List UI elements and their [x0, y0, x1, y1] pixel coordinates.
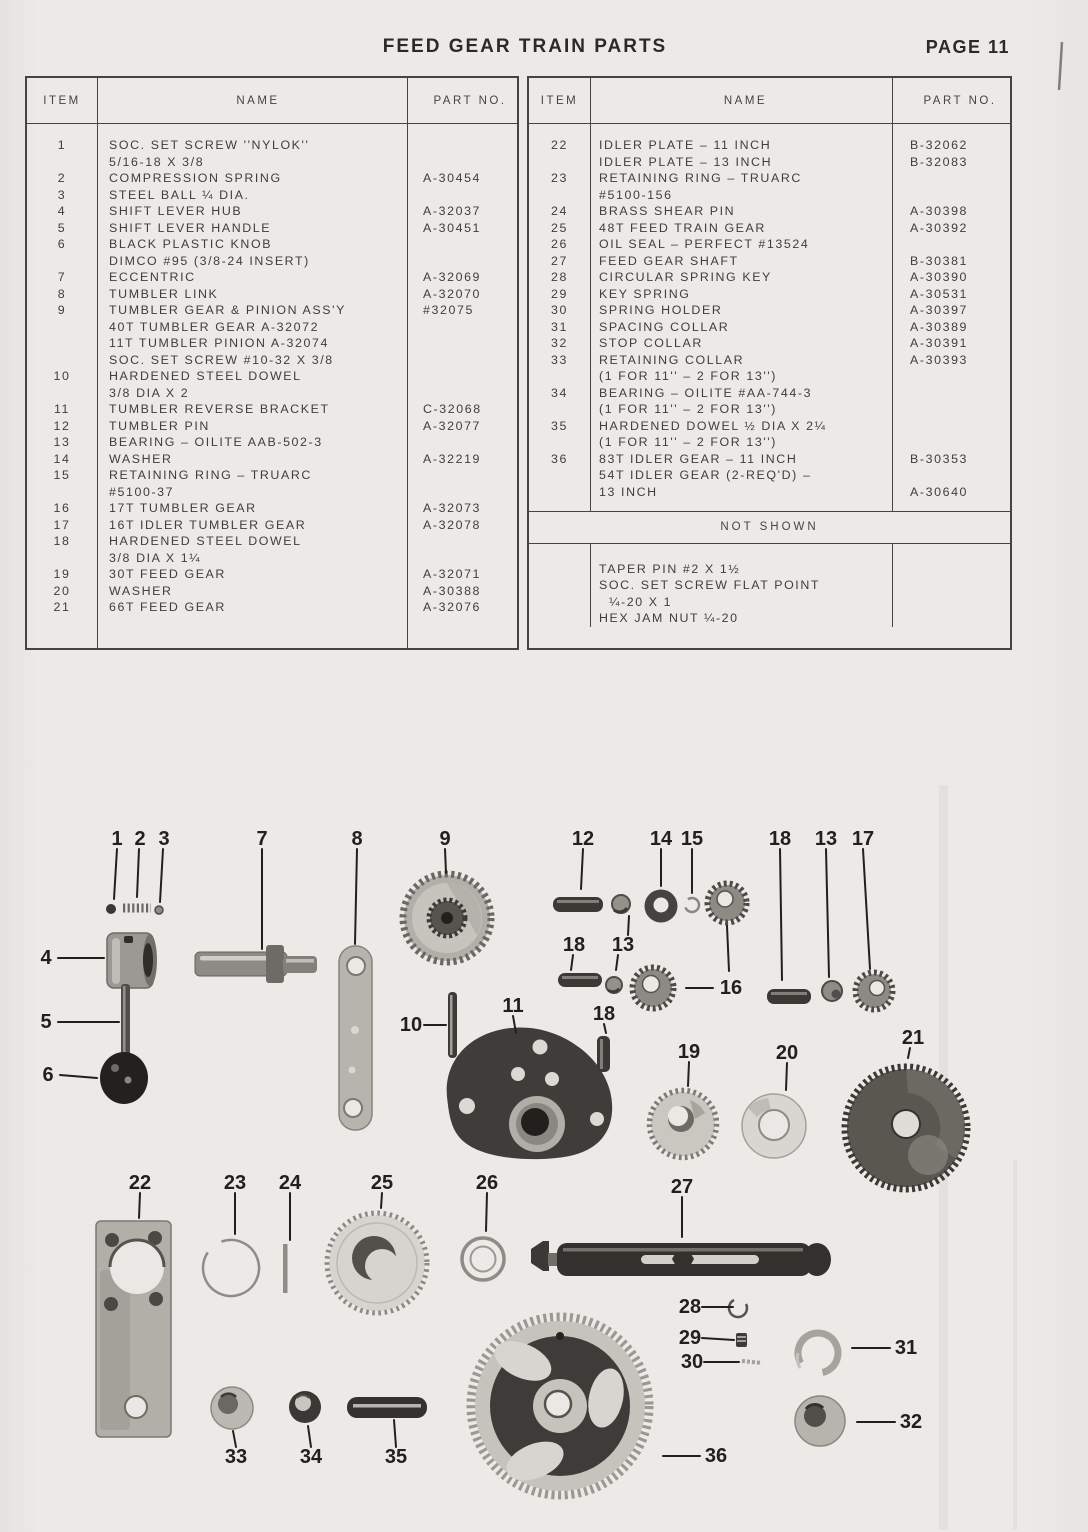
table-body-left [27, 124, 517, 616]
svg-text:22: 22 [128, 1172, 152, 1194]
part-idler-tumbler-gear-17 [856, 973, 893, 1010]
table-body-right [529, 124, 1010, 500]
part-plastic-knob-6 [100, 1052, 148, 1104]
table-row-item-1-cont: 5/16-18 X 3/8 [109, 154, 205, 169]
svg-text:13: 13 [814, 828, 838, 850]
svg-text:18: 18 [562, 934, 586, 956]
svg-text:12: 12 [571, 828, 595, 850]
part-reverse-bracket-11 [447, 1027, 612, 1159]
callout-11 [502, 995, 523, 1033]
svg-text:29: 29 [678, 1327, 702, 1349]
table-row-item-7: 7 ECCENTRIC A-32069 [57, 270, 482, 284]
table-row-item-9: 9 TUMBLER GEAR & PINION ASS'Y #32075 [57, 303, 474, 317]
table-row-item-21: 21 66T FEED GEAR A-32076 [53, 600, 482, 614]
svg-text:33: 33 [224, 1446, 248, 1468]
callout-32 [857, 1411, 922, 1433]
table-row-item-24: 24 BRASS SHEAR PIN A-30398 [551, 204, 969, 218]
svg-text:32: 32 [899, 1411, 923, 1433]
callout-21 [902, 1027, 924, 1058]
page-number: PAGE 11 [925, 37, 1010, 57]
part-idler-gear-36 [471, 1317, 649, 1495]
svg-text:15: 15 [680, 828, 704, 850]
callout-5 [40, 1011, 119, 1033]
column-divider [892, 78, 893, 511]
table-row-item-31: 31 SPACING COLLAR A-30389 [551, 319, 969, 334]
svg-text:17: 17 [851, 828, 875, 850]
table-row-item-36: 36 83T IDLER GEAR – 11 INCH B-30353 [551, 451, 969, 466]
callout-35 [385, 1420, 407, 1468]
column-divider [590, 78, 591, 511]
table-row-item-16: 16 17T TUMBLER GEAR A-32073 [53, 501, 482, 515]
table-row-item-12: 12 TUMBLER PIN A-32077 [53, 418, 482, 433]
table-row-item-6-cont: DIMCO #95 (3/8-24 INSERT) [109, 253, 310, 268]
not-shown-body [529, 544, 1010, 627]
callout-12 [572, 828, 594, 889]
callout-18 [593, 1003, 615, 1033]
svg-text:27: 27 [670, 1176, 694, 1198]
parts-table-left [25, 76, 519, 650]
svg-text:16: 16 [719, 977, 743, 999]
callout-3 [158, 828, 169, 902]
table-row-item-8: 8 TUMBLER LINK A-32070 [57, 286, 482, 301]
callout-7 [256, 828, 267, 949]
table-row-item-20: 20 WASHER A-30388 [53, 583, 482, 598]
part-dowel-10 [448, 992, 457, 1058]
callout-16 [686, 926, 742, 999]
callout-1 [111, 828, 122, 899]
part-steel-ball-3 [155, 906, 163, 914]
part-spring-key-28 [729, 1300, 747, 1317]
table-row-item-17: 17 16T IDLER TUMBLER GEAR A-32078 [53, 517, 482, 532]
table-row-item-15-cont: #5100-37 [109, 484, 175, 499]
svg-text:9: 9 [439, 828, 451, 850]
svg-text:34: 34 [299, 1446, 323, 1468]
svg-text:24: 24 [278, 1172, 302, 1194]
callout-30 [681, 1351, 739, 1373]
table-row-item-30: 30 SPRING HOLDER A-30397 [551, 303, 969, 317]
table-row-item-18: 18 HARDENED STEEL DOWEL [53, 534, 302, 548]
callout-31 [852, 1337, 917, 1359]
part-bearing-34 [289, 1391, 321, 1423]
header-name: NAME [723, 94, 768, 107]
svg-text:25: 25 [370, 1172, 394, 1194]
svg-text:20: 20 [775, 1042, 799, 1064]
scan-mark [1059, 42, 1062, 90]
svg-text:28: 28 [678, 1296, 702, 1318]
table-row-item-34: 34 BEARING – OILITE #AA-744-3 [551, 385, 813, 400]
svg-text:5: 5 [40, 1011, 52, 1033]
svg-text:2: 2 [134, 828, 146, 850]
callout-13 [612, 916, 634, 970]
table-row-item-33: 33 RETAINING COLLAR A-30393 [551, 352, 969, 367]
table-row: TAPER PIN #2 X 1½ [599, 561, 741, 576]
table-row-item-13: 13 BEARING – OILITE AAB-502-3 [53, 435, 323, 449]
table-row-item-5: 5 SHIFT LEVER HANDLE A-30451 [57, 220, 482, 235]
table-row-item-9-cont: SOC. SET SCREW #10-32 X 3/8 [109, 352, 334, 367]
part-feed-gear-30t-19 [650, 1091, 717, 1158]
svg-text:11: 11 [502, 995, 524, 1017]
table-row-cont: HEX JAM NUT ¼-20 [599, 611, 739, 625]
table-row-item-22-cont: IDLER PLATE – 13 INCH B-32083 [599, 154, 969, 169]
part-spring-holder-30 [742, 1361, 762, 1363]
table-row-item-4: 4 SHIFT LEVER HUB A-32037 [57, 204, 482, 218]
callout-18 [563, 934, 585, 970]
svg-text:18: 18 [592, 1003, 616, 1025]
header-part-no: PART NO. [433, 94, 507, 107]
callout-23 [224, 1172, 246, 1234]
table-row-item-23: 23 RETAINING RING – TRUARC [551, 171, 802, 185]
table-row-item-3: 3 STEEL BALL ¼ DIA. [57, 187, 250, 202]
table-row-item-36-cont: 13 INCH A-30640 [599, 484, 969, 499]
column-divider [407, 78, 408, 648]
part-washer-20 [742, 1094, 806, 1158]
table-row-cont: SOC. SET SCREW FLAT POINT [599, 578, 821, 592]
svg-text:30: 30 [680, 1351, 704, 1373]
svg-text:14: 14 [649, 828, 673, 850]
callout-20 [776, 1042, 798, 1090]
callout-18 [769, 828, 791, 980]
part-key-spring-29 [736, 1333, 747, 1347]
callout-36 [663, 1445, 727, 1467]
table-row-item-18-cont: 3/8 DIA X 1¼ [109, 550, 202, 565]
svg-text:8: 8 [351, 828, 363, 850]
scan-crease [1013, 1160, 1017, 1530]
part-bearing-13 [612, 895, 630, 913]
callout-26 [476, 1172, 498, 1231]
part-shear-pin-24 [283, 1244, 288, 1293]
part-tumbler-gear-pinion-9 [403, 874, 491, 962]
callout-2 [134, 828, 145, 897]
svg-text:36: 36 [704, 1445, 728, 1467]
part-washer-14 [645, 890, 678, 923]
part-shift-lever-handle-5 [121, 984, 130, 1060]
table-right-upper [529, 78, 1010, 512]
svg-text:31: 31 [894, 1337, 918, 1359]
table-row-item-34-cont: (1 FOR 11'' – 2 FOR 13'') [599, 402, 777, 416]
table-row-item-9-cont: 11T TUMBLER PINION A-32074 [109, 336, 329, 350]
table-row-item-23-cont: #5100-156 [599, 187, 673, 202]
column-divider [892, 544, 893, 627]
part-dowel-18b [597, 1036, 610, 1072]
table-row-item-28: 28 CIRCULAR SPRING KEY A-30390 [551, 270, 969, 284]
table-row-item-29: 29 KEY SPRING A-30531 [551, 286, 969, 301]
column-divider [97, 78, 98, 648]
svg-text:7: 7 [256, 828, 268, 850]
callout-14 [650, 828, 673, 886]
callout-19 [678, 1041, 700, 1086]
not-shown-band: NOT SHOWN [529, 512, 1010, 544]
table-row-item-35: 35 HARDENED DOWEL ½ DIA X 2¼ [551, 418, 827, 433]
part-steel-ball-1 [106, 904, 116, 914]
part-bearing-13b [606, 977, 622, 993]
callout-6 [42, 1064, 97, 1086]
part-dowel-18a [558, 973, 602, 987]
table-header-left [27, 78, 517, 124]
part-retaining-ring-23 [195, 1232, 267, 1304]
callout-29 [679, 1327, 734, 1349]
table-row-item-6: 6 BLACK PLASTIC KNOB [57, 237, 273, 251]
parts-table-right [527, 76, 1012, 650]
part-dowel-35 [347, 1397, 427, 1418]
table-row-item-25: 25 48T FEED TRAIN GEAR A-30392 [551, 220, 969, 235]
callout-28 [679, 1296, 733, 1318]
svg-text:23: 23 [223, 1172, 247, 1194]
svg-text:3: 3 [158, 828, 170, 850]
table-right-lower [529, 544, 1010, 627]
part-tumbler-link-8 [339, 946, 372, 1130]
callout-27 [671, 1176, 693, 1237]
table-row-item-9-cont: 40T TUMBLER GEAR A-32072 [109, 319, 320, 334]
part-stop-collar-32 [795, 1396, 845, 1446]
header-name: NAME [236, 94, 280, 107]
callout-34 [300, 1426, 323, 1468]
svg-text:19: 19 [677, 1041, 701, 1063]
part-tumbler-pin-12 [553, 897, 603, 912]
part-tumbler-gear-16a [708, 884, 747, 923]
table-row-item-10: 10 HARDENED STEEL DOWEL [53, 369, 302, 383]
table-row-item-10-cont: 3/8 DIA X 2 [109, 385, 190, 400]
table-row-item-22: 22 IDLER PLATE – 11 INCH B-32062 [551, 138, 969, 152]
header-item: ITEM [540, 94, 579, 107]
callout-13 [815, 828, 837, 977]
part-dowel-18c [767, 989, 811, 1004]
callout-10 [400, 1014, 446, 1036]
callout-33 [225, 1431, 247, 1468]
table-row-item-1: 1 SOC. SET SCREW ''NYLOK'' [57, 138, 310, 152]
part-feed-train-gear-25 [327, 1213, 427, 1313]
header-item: ITEM [43, 94, 81, 107]
part-bearing-13c [822, 981, 842, 1001]
table-header-right [529, 78, 1010, 124]
part-retaining-ring-15 [682, 895, 701, 914]
table-row-item-15: 15 RETAINING RING – TRUARC [53, 468, 312, 482]
table-row-item-36-cont: 54T IDLER GEAR (2-REQ'D) – [599, 468, 812, 482]
callout-17 [852, 828, 874, 969]
header-part-no: PART NO. [923, 94, 997, 107]
svg-text:1: 1 [111, 828, 123, 850]
table-row-item-27: 27 FEED GEAR SHAFT B-30381 [551, 253, 969, 268]
part-retaining-collar-33 [211, 1387, 253, 1429]
part-idler-plate-22 [96, 1221, 171, 1437]
table-row-item-35-cont: (1 FOR 11'' – 2 FOR 13'') [599, 435, 777, 449]
callout-24 [279, 1172, 302, 1240]
part-feed-gear-66t-21 [845, 1067, 967, 1189]
callout-9 [439, 828, 450, 873]
svg-text:18: 18 [768, 828, 792, 850]
part-shift-lever-hub-4 [107, 933, 157, 988]
callout-25 [371, 1172, 393, 1208]
page-title: FEED GEAR TRAIN PARTS [382, 36, 668, 57]
table-row-cont: ¼-20 X 1 [599, 594, 673, 609]
table-row-item-19: 19 30T FEED GEAR A-32071 [53, 567, 482, 581]
svg-text:21: 21 [901, 1027, 925, 1049]
svg-text:35: 35 [384, 1446, 408, 1468]
svg-text:6: 6 [42, 1064, 54, 1086]
part-spacing-collar-31 [791, 1326, 846, 1381]
table-row-item-32: 32 STOP COLLAR A-30391 [551, 336, 969, 350]
part-oil-seal-26 [462, 1238, 504, 1280]
table-row-item-33-cont: (1 FOR 11'' – 2 FOR 13'') [599, 369, 777, 383]
part-eccentric-7 [195, 945, 317, 983]
table-row-item-11: 11 TUMBLER REVERSE BRACKET C-32068 [53, 402, 482, 416]
part-tumbler-gear-16b [633, 968, 674, 1009]
column-divider [590, 544, 591, 627]
svg-text:4: 4 [40, 947, 52, 969]
table-row-item-26: 26 OIL SEAL – PERFECT #13524 [551, 237, 810, 251]
svg-text:26: 26 [475, 1172, 499, 1194]
callout-8 [351, 828, 362, 944]
part-feed-gear-shaft-27 [531, 1241, 831, 1276]
svg-text:10: 10 [399, 1014, 423, 1036]
table-row-item-14: 14 WASHER A-32219 [53, 451, 482, 466]
callout-15 [681, 828, 703, 893]
callout-22 [129, 1172, 151, 1218]
table-row-item-2: 2 COMPRESSION SPRING A-30454 [57, 171, 482, 185]
callout-4 [40, 947, 104, 969]
svg-text:13: 13 [611, 934, 635, 956]
